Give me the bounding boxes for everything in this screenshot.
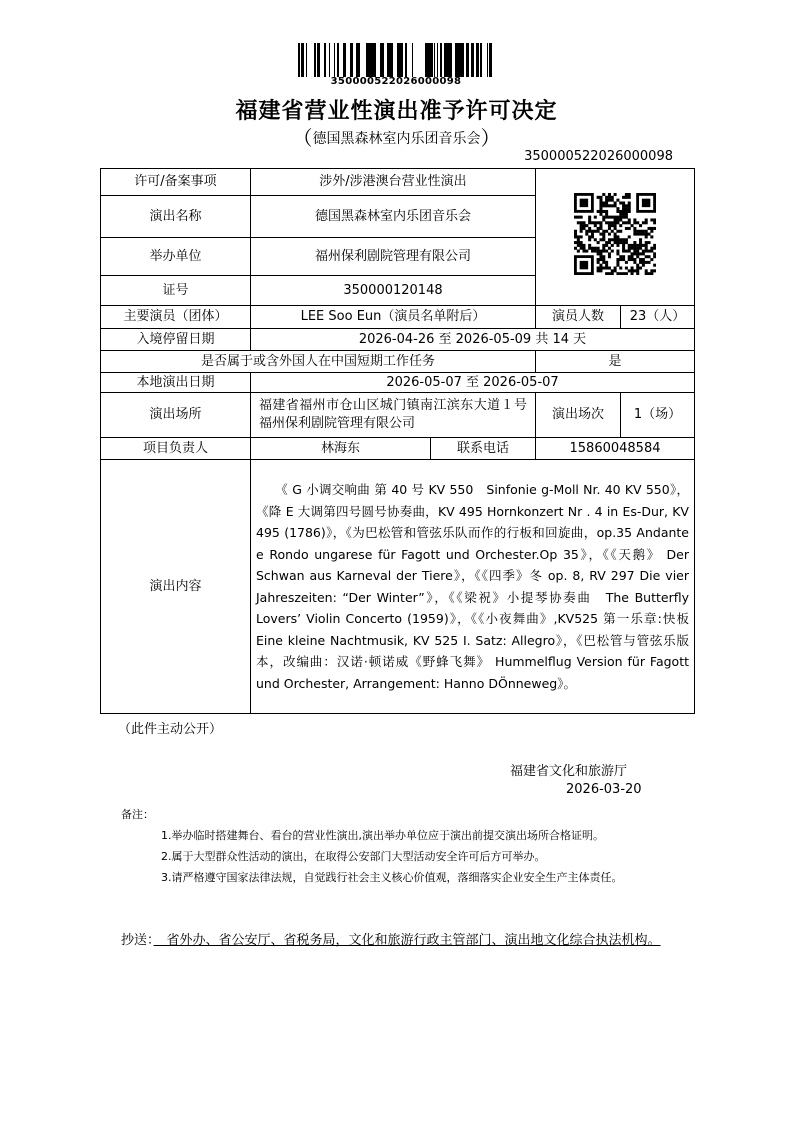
- label: 证号: [101, 276, 251, 306]
- label: 演员人数: [536, 306, 621, 329]
- cc-label: 抄送：: [121, 933, 154, 948]
- document-title: 福建省营业性演出准予许可决定: [235, 99, 558, 124]
- stay-dates: 2026-04-26 至 2026-05-09 共 14 天: [251, 329, 695, 351]
- label: 许可/备案事项: [101, 169, 251, 196]
- organizer: 福州保利剧院管理有限公司: [251, 238, 536, 276]
- permit-table: [100, 168, 695, 714]
- permit-type: 涉外/涉港澳台营业性演出: [251, 169, 536, 196]
- local-dates: 2026-05-07 至 2026-05-07: [251, 373, 695, 393]
- label: 主要演员（团体）: [101, 306, 251, 329]
- label: 入境停留日期: [101, 329, 251, 351]
- license-number: 350000120148: [251, 276, 536, 306]
- note-item: 1.举办临时搭建舞台、看台的营业性演出,演出举办单位应于演出前提交演出场所合格证明。: [161, 829, 604, 842]
- label: 是否属于或含外国人在中国短期工作任务: [101, 351, 536, 373]
- carbon-copy: [121, 930, 681, 951]
- venue: 福建省福州市仓山区城门镇南江滨东大道１号福州保利剧院管理有限公司: [251, 393, 536, 438]
- show-name: 德国黑森林室内乐团音乐会: [251, 196, 536, 238]
- actor-count: 23（人）: [621, 306, 695, 329]
- label: 本地演出日期: [101, 373, 251, 393]
- short-work: 是: [536, 351, 695, 373]
- cc-recipients: 省外办、省公安厅、省税务局，文化和旅游行政主管部门、演出地文化综合执法机构。: [153, 933, 661, 948]
- barcode: [298, 43, 494, 77]
- public-note: （此件主动公开）: [118, 722, 223, 737]
- note-item: 2.属于大型群众性活动的演出，在取得公安部门大型活动安全许可后方可举办。: [161, 850, 546, 863]
- label: 演出名称: [101, 196, 251, 238]
- document-number: 350000522026000098: [524, 149, 673, 164]
- subtitle-text: 德国黑森林室内乐团音乐会: [312, 131, 481, 147]
- issuer: 福建省文化和旅游厅: [510, 764, 628, 779]
- document-subtitle: （德国黑森林室内乐团音乐会）: [292, 126, 501, 150]
- issue-date: 2026-03-20: [566, 782, 642, 797]
- notes-heading: 备注：: [121, 808, 154, 821]
- label: 演出场次: [536, 393, 621, 438]
- label: 举办单位: [101, 238, 251, 276]
- main-actor: LEE Soo Eun（演员名单附后）: [251, 306, 536, 329]
- label: 联系电话: [431, 438, 536, 460]
- performance-content: 《 G 小调交响曲 第 40 号 KV 550 Sinfonie g-Moll Nr. 40 KV 550》，《降 E 大调第四号圆号协奏曲，KV 495 Hornkonzert Nr . 4 in Es-Dur, KV 495 (1786)》，《为巴松管和管弦乐队而作的行板和回旋曲，op.35 Andante e Rondo ungarese für Fagott und Orchester.Op 35》，《《天鹅》 Der Schwan aus Karneval der Tiere》，《《四季》冬 op. 8, RV 297 Die vier Jahreszeiten: “Der Winter”》，《《梁祝》小提琴协奏曲 The Butterfly Lovers’ Violin Concerto (1959)》，《《小夜舞曲》,KV525 第一乐章:快板 Eine kleine Nachtmusik, KV 525 I. Satz: Allegro》，《巴松管与管弦乐版本，改编曲：汉诺·顿诺威《野蜂飞舞》 Hummelflug Version für Fagott und Orchester, Arrangement: Hanno DÖnneweg》。: [251, 460, 695, 714]
- sessions: 1（场）: [621, 393, 695, 438]
- label: 项目负责人: [101, 438, 251, 460]
- qr-code: [574, 193, 656, 275]
- qr-cell: [536, 169, 695, 306]
- label: 演出场所: [101, 393, 251, 438]
- notes: [121, 804, 681, 888]
- phone: 15860048584: [536, 438, 695, 460]
- barcode-number: 350000522026000098: [330, 76, 462, 87]
- label: 演出内容: [101, 460, 251, 714]
- note-item: 3.请严格遵守国家法律法规，自觉践行社会主义核心价值观，落细落实企业安全生产主体责任。: [161, 871, 623, 884]
- manager: 林海东: [251, 438, 431, 460]
